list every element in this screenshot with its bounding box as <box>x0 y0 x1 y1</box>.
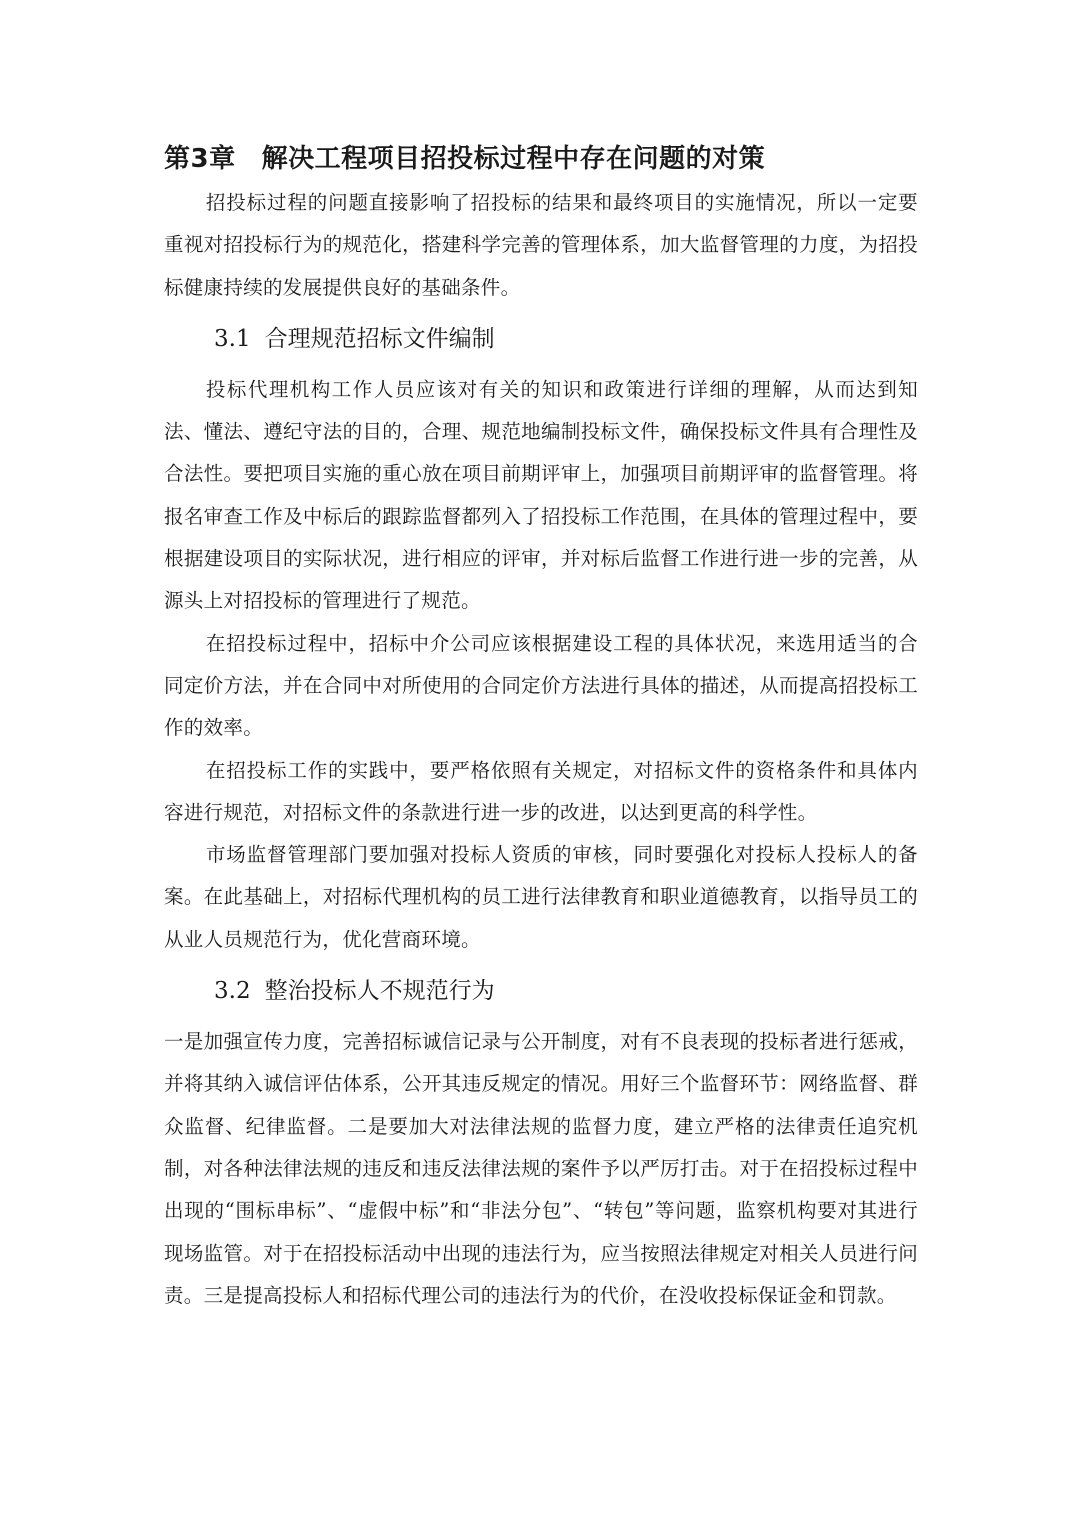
chapter-title <box>164 136 918 182</box>
chapter-number: 第3章 <box>164 144 236 174</box>
paragraph: 投标代理机构工作人员应该对有关的知识和政策进行详细的理解，从而达到知法、懂法、遵纪守法的目的，合理、规范地编制投标文件，确保投标文件具有合理性及合法性。要把项目实施的重心放在项目前期评审上，加强项目前期评审的监督管理。将报名审查工作及中标后的跟踪监督都列入了招投标工作范围，在具体的管理过程中，要根据建设项目的实际状况，进行相应的评审，并对标后监督工作进行进一步的完善，从源头上对招投标的管理进行了规范。 <box>164 377 918 613</box>
section-number: 3.1 <box>214 325 251 352</box>
chapter-heading-text: 解决工程项目招投标过程中存在问题的对策 <box>261 144 766 174</box>
document-page <box>164 136 918 1317</box>
paragraph: 市场监督管理部门要加强对投标人资质的审核，同时要强化对投标人投标人的备案。在此基础上，对招标代理机构的员工进行法律教育和职业道德教育，以指导员工的从业人员规范行为，优化营商环境。 <box>164 843 918 951</box>
section-heading-text: 合理规范招标文件编制 <box>264 325 495 352</box>
section-number: 3.2 <box>214 978 251 1005</box>
section-heading-text: 整治投标人不规范行为 <box>264 978 495 1005</box>
intro-paragraph: 招投标过程的问题直接影响了招投标的结果和最终项目的实施情况，所以一定要重视对招投标行为的规范化，搭建科学完善的管理体系，加大监督管理的力度，为招投标健康持续的发展提供良好的基础条件。 <box>164 191 918 299</box>
paragraph: 一是加强宣传力度，完善招标诚信记录与公开制度，对有不良表现的投标者进行惩戒，并将其纳入诚信评估体系，公开其违反规定的情况。用好三个监督环节：网络监督、群众监督、纪律监督。二是要加大对法律法规的监督力度，建立严格的法律责任追究机制，对各种法律法规的违反和违反法律法规的案件予以严厉打击。对于在招投标过程中出现的“围标串标”、“虚假中标”和“非法分包”、“转包”等问题，监察机构要对其进行现场监管。对于在招投标活动中出现的违法行为，应当按照法律规定对相关人员进行问责。三是提高投标人和招标代理公司的违法行为的代价，在没收投标保证金和罚款。 <box>164 1030 918 1307</box>
paragraph: 在招投标工作的实践中，要严格依照有关规定，对招标文件的资格条件和具体内容进行规范，对招标文件的条款进行进一步的改进，以达到更高的科学性。 <box>164 758 918 824</box>
section-title-3-2 <box>164 961 918 1021</box>
section-title-3-1 <box>164 309 918 369</box>
paragraph: 在招投标过程中，招标中介公司应该根据建设工程的具体状况，来选用适当的合同定价方法，并在合同中对所使用的合同定价方法进行具体的描述，从而提高招投标工作的效率。 <box>164 631 918 740</box>
